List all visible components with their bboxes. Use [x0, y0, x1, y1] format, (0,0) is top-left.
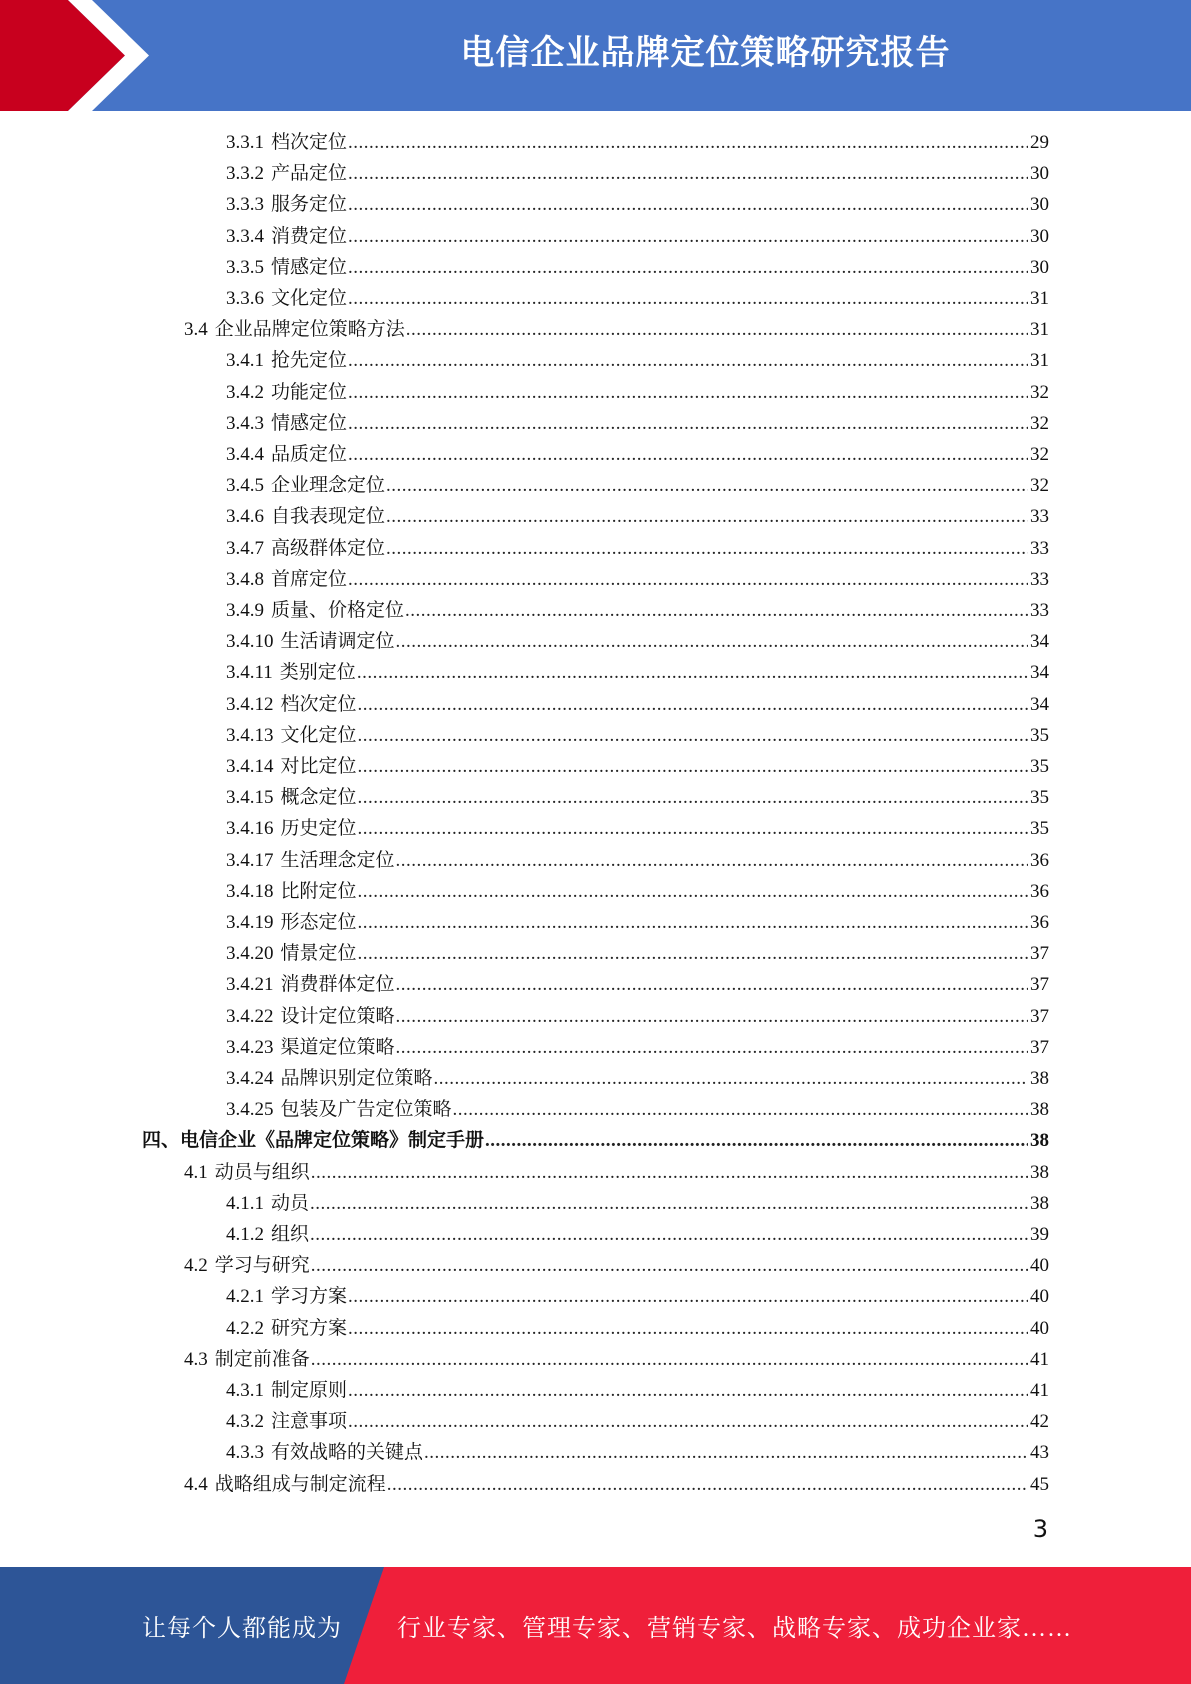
toc-entry[interactable] [226, 377, 1049, 408]
toc-entry[interactable] [226, 782, 1049, 813]
toc-entry-number: 4.3 [184, 1348, 208, 1370]
toc-entry-number: 3.4.20 [226, 943, 274, 965]
toc-entry-number: 3.4.19 [226, 912, 274, 933]
toc-entry-page: 32 [1030, 444, 1049, 465]
toc-entry-title: 企业品牌定位策略方法 [214, 319, 405, 341]
toc-dot-leader [358, 689, 1028, 720]
toc-entry-page: 31 [1030, 319, 1049, 341]
toc-entry-title: 电信企业《品牌定位策略》制定手册 [180, 1130, 485, 1152]
toc-dot-leader [348, 1313, 1028, 1344]
toc-entry[interactable] [226, 845, 1049, 876]
toc-entry-title: 战略组成与制定流程 [214, 1473, 386, 1495]
toc-entry-number: 4.1.1 [226, 1192, 264, 1214]
toc-entry-title: 消费群体定位 [280, 974, 395, 996]
toc-entry-title: 品质定位 [271, 444, 348, 465]
toc-entry-number: 3.4.21 [226, 974, 274, 996]
toc-dot-leader [358, 813, 1028, 844]
toc-dot-leader [358, 720, 1028, 751]
page-number: 3 [1032, 1515, 1048, 1543]
toc-entry-number: 3.4.11 [226, 662, 273, 684]
toc-entry-title: 有效战略的关键点 [271, 1442, 424, 1464]
toc-entry-title: 高级群体定位 [271, 537, 386, 559]
toc-entry-page: 30 [1030, 225, 1049, 247]
toc-entry-page: 30 [1030, 163, 1049, 185]
toc-entry[interactable] [226, 127, 1049, 158]
toc-dot-leader [396, 1001, 1028, 1032]
toc-entry[interactable] [226, 1032, 1049, 1063]
toc-entry-page: 40 [1030, 1317, 1049, 1339]
toc-entry[interactable] [226, 1375, 1049, 1406]
toc-entry-title: 渠道定位策略 [280, 1036, 395, 1058]
toc-entry[interactable] [184, 1157, 1049, 1188]
toc-entry-page: 34 [1030, 631, 1049, 653]
toc-entry-title: 注意事项 [271, 1411, 348, 1433]
toc-entry-number: 4.3.2 [226, 1411, 264, 1433]
toc-dot-leader [387, 1469, 1028, 1500]
toc-entry-page: 35 [1030, 724, 1049, 746]
toc-entry-title: 设计定位策略 [280, 1005, 395, 1027]
toc-entry[interactable] [226, 1094, 1049, 1125]
toc-entry[interactable] [226, 1281, 1049, 1312]
toc-dot-leader [348, 189, 1028, 220]
toc-entry[interactable] [226, 1219, 1049, 1250]
toc-entry[interactable] [226, 189, 1049, 220]
toc-entry-number: 3.4.8 [226, 568, 264, 590]
toc-entry-number: 3.4.14 [226, 756, 274, 777]
toc-entry-number: 4.3.1 [226, 1380, 264, 1401]
toc-dot-leader [386, 533, 1028, 564]
toc-entry[interactable] [226, 1406, 1049, 1437]
toc-entry-number: 3.4.4 [226, 444, 264, 465]
toc-entry-number: 4.2 [184, 1255, 208, 1277]
toc-entry-title: 质量、价格定位 [271, 600, 405, 621]
toc-dot-leader [348, 377, 1028, 408]
toc-entry-title: 产品定位 [271, 163, 348, 185]
toc-entry-page: 32 [1030, 412, 1049, 434]
toc-entry[interactable] [226, 345, 1049, 376]
toc-dot-leader [424, 1437, 1028, 1468]
toc-entry[interactable] [226, 252, 1049, 283]
toc-entry-page: 35 [1030, 818, 1049, 840]
toc-entry-page: 34 [1030, 693, 1049, 715]
toc-entry[interactable] [226, 501, 1049, 532]
toc-entry[interactable] [184, 314, 1049, 345]
toc-entry[interactable] [226, 564, 1049, 595]
toc-dot-leader [311, 1157, 1028, 1188]
toc-entry-page: 41 [1030, 1348, 1049, 1370]
toc-entry-page: 38 [1030, 1068, 1049, 1089]
toc-entry[interactable] [226, 1001, 1049, 1032]
toc-dot-leader [348, 345, 1028, 376]
toc-entry[interactable] [226, 657, 1049, 688]
toc-entry-title: 抢先定位 [271, 350, 348, 372]
toc-entry-title: 消费定位 [271, 225, 348, 247]
toc-entry-page: 30 [1030, 194, 1049, 216]
toc-entry[interactable] [226, 969, 1049, 1000]
toc-entry[interactable] [226, 221, 1049, 252]
footer-slogan-roles: 行业专家、管理专家、营销专家、战略专家、成功企业家…… [397, 1616, 1072, 1642]
toc-dot-leader [348, 252, 1028, 283]
toc-entry-title: 形态定位 [280, 912, 357, 933]
toc-entry-number: 3.4.3 [226, 412, 264, 434]
toc-entry-number: 3.4.18 [226, 880, 274, 902]
toc-entry-page: 37 [1030, 943, 1049, 965]
toc-entry-title: 包装及广告定位策略 [280, 1099, 452, 1121]
toc-entry-page: 41 [1030, 1380, 1049, 1401]
toc-entry-number: 3.4.22 [226, 1005, 274, 1027]
toc-entry[interactable] [226, 876, 1049, 907]
toc-entry[interactable] [226, 158, 1049, 189]
toc-entry-page: 36 [1030, 912, 1049, 933]
toc-entry[interactable] [226, 907, 1049, 938]
toc-dot-leader [453, 1094, 1028, 1125]
toc-entry-number: 3.3.1 [226, 132, 264, 153]
toc-entry-title: 文化定位 [280, 724, 357, 746]
toc-entry[interactable] [226, 813, 1049, 844]
toc-entry-title: 首席定位 [271, 568, 348, 590]
toc-entry-page: 35 [1030, 756, 1049, 777]
toc-entry[interactable] [226, 1313, 1049, 1344]
toc-dot-leader [348, 439, 1028, 470]
toc-entry-number: 3.4.6 [226, 506, 264, 528]
toc-dot-leader [396, 845, 1028, 876]
toc-entry[interactable] [226, 626, 1049, 657]
toc-entry-number: 3.3.2 [226, 163, 264, 185]
toc-entry[interactable] [184, 1250, 1049, 1281]
toc-dot-leader [386, 501, 1028, 532]
toc-entry-number: 4.1 [184, 1161, 208, 1183]
toc-entry-title: 历史定位 [280, 818, 357, 840]
toc-dot-leader [357, 657, 1028, 688]
toc-entry-title: 情景定位 [280, 943, 357, 965]
toc-entry-title: 类别定位 [279, 662, 356, 684]
toc-entry-page: 36 [1030, 849, 1049, 871]
toc-entry-title: 学习与研究 [214, 1255, 310, 1277]
toc-entry-page: 32 [1030, 475, 1049, 497]
toc-entry[interactable] [226, 720, 1049, 751]
toc-dot-leader [348, 408, 1028, 439]
toc-entry-page: 36 [1030, 880, 1049, 902]
toc-entry-number: 3.3.5 [226, 256, 264, 278]
toc-dot-leader [348, 158, 1028, 189]
toc-entry-number: 3.4.9 [226, 600, 264, 621]
toc-entry-title: 生活请调定位 [280, 631, 395, 653]
toc-entry-title: 企业理念定位 [271, 475, 386, 497]
toc-entry-page: 29 [1030, 132, 1049, 153]
toc-entry[interactable] [226, 533, 1049, 564]
footer-slogan-lead: 让每个人都能成为 [142, 1616, 342, 1642]
toc-entry-page: 38 [1030, 1192, 1049, 1214]
toc-dot-leader [358, 907, 1028, 938]
toc-entry-page: 33 [1030, 568, 1049, 590]
toc-entry-page: 38 [1030, 1161, 1049, 1183]
toc-dot-leader [348, 1281, 1028, 1312]
toc-dot-leader [405, 595, 1028, 626]
toc-entry-page: 35 [1030, 787, 1049, 809]
toc-entry[interactable] [226, 689, 1049, 720]
toc-dot-leader [358, 938, 1028, 969]
toc-entry[interactable] [226, 1063, 1049, 1094]
toc-entry-number: 3.4.24 [226, 1068, 274, 1089]
toc-entry[interactable] [142, 1125, 1049, 1156]
toc-dot-leader [348, 283, 1028, 314]
toc-entry-title: 生活理念定位 [280, 849, 395, 871]
toc-entry-title: 动员与组织 [214, 1161, 310, 1183]
toc-entry-page: 33 [1030, 537, 1049, 559]
toc-entry-page: 42 [1030, 1411, 1049, 1433]
toc-dot-leader [310, 1219, 1028, 1250]
page-footer [0, 1567, 1191, 1684]
toc-entry-title: 概念定位 [280, 787, 357, 809]
toc-entry-title: 档次定位 [280, 693, 357, 715]
toc-entry-page: 33 [1030, 600, 1049, 621]
toc-entry-page: 34 [1030, 662, 1049, 684]
toc-dot-leader [348, 1375, 1028, 1406]
toc-entry-number: 4.2.2 [226, 1317, 264, 1339]
toc-dot-leader [348, 564, 1028, 595]
toc-entry-number: 3.4.5 [226, 475, 264, 497]
toc-entry-number: 3.4.10 [226, 631, 274, 653]
toc-dot-leader [396, 969, 1028, 1000]
toc-entry[interactable] [226, 595, 1049, 626]
toc-entry-page: 43 [1030, 1442, 1049, 1464]
toc-entry-page: 37 [1030, 974, 1049, 996]
toc-entry-number: 3.4.13 [226, 724, 274, 746]
toc-entry-title: 功能定位 [271, 381, 348, 403]
toc-entry-number: 3.4.2 [226, 381, 264, 403]
toc-entry-title: 档次定位 [271, 132, 348, 153]
toc-entry-number: 4.4 [184, 1473, 208, 1495]
toc-entry-title: 研究方案 [271, 1317, 348, 1339]
toc-entry-title: 动员 [271, 1192, 310, 1214]
toc-entry-page: 37 [1030, 1005, 1049, 1027]
toc-entry-page: 37 [1030, 1036, 1049, 1058]
toc-entry-title: 对比定位 [280, 756, 357, 777]
toc-entry-page: 38 [1030, 1099, 1049, 1121]
toc-entry-number: 3.3.6 [226, 288, 264, 309]
toc-entry-page: 39 [1030, 1224, 1049, 1245]
toc-entry[interactable] [226, 439, 1049, 470]
toc-dot-leader [358, 876, 1028, 907]
toc-entry-number: 3.4 [184, 319, 208, 341]
toc-entry-page: 33 [1030, 506, 1049, 528]
toc-entry[interactable] [226, 470, 1049, 501]
toc-entry-title: 比附定位 [280, 880, 357, 902]
toc-entry-number: 3.4.17 [226, 849, 274, 871]
toc-dot-leader [311, 1344, 1028, 1375]
toc-entry-number: 3.3.4 [226, 225, 264, 247]
toc-entry-title: 情感定位 [271, 256, 348, 278]
toc-entry-number: 4.2.1 [226, 1286, 264, 1308]
toc-entry-number: 3.4.25 [226, 1099, 274, 1121]
toc-dot-leader [396, 1032, 1028, 1063]
toc-entry-number: 4.1.2 [226, 1224, 264, 1245]
toc-entry-page: 31 [1030, 288, 1049, 309]
toc-entry-title: 情感定位 [271, 412, 348, 434]
toc-entry-title: 学习方案 [271, 1286, 348, 1308]
toc-entry-number: 3.4.12 [226, 693, 274, 715]
toc-dot-leader [396, 626, 1028, 657]
toc-entry[interactable] [226, 1188, 1049, 1219]
toc-dot-leader [348, 221, 1028, 252]
toc-dot-leader [386, 470, 1028, 501]
toc-entry[interactable] [226, 938, 1049, 969]
toc-entry-number: 4.3.3 [226, 1442, 264, 1464]
toc-entry-number: 四、 [142, 1130, 181, 1152]
toc-entry-title: 组织 [271, 1224, 310, 1245]
toc-entry-page: 31 [1030, 350, 1049, 372]
toc-entry[interactable] [226, 283, 1049, 314]
toc-entry[interactable] [226, 408, 1049, 439]
toc-entry-title: 制定前准备 [214, 1348, 310, 1370]
toc-entry-number: 3.4.23 [226, 1036, 274, 1058]
toc-dot-leader [358, 782, 1028, 813]
page-header [0, 0, 1191, 111]
toc-dot-leader [311, 1250, 1028, 1281]
toc-entry-title: 品牌识别定位策略 [280, 1068, 433, 1089]
toc-entry-page: 32 [1030, 381, 1049, 403]
toc-entry-number: 3.3.3 [226, 194, 264, 216]
toc-entry[interactable] [226, 751, 1049, 782]
toc-dot-leader [348, 127, 1028, 158]
toc-entry-number: 3.4.15 [226, 787, 274, 809]
toc-entry-number: 3.4.7 [226, 537, 264, 559]
header-title: 电信企业品牌定位策略研究报告 [460, 33, 951, 73]
toc-entry-number: 3.4.1 [226, 350, 264, 372]
toc-dot-leader [348, 1406, 1028, 1437]
toc-dot-leader [310, 1188, 1028, 1219]
toc-entry-page: 38 [1030, 1130, 1049, 1152]
toc-dot-leader [406, 314, 1028, 345]
toc-entry-page: 45 [1030, 1473, 1049, 1495]
toc-entry-title: 文化定位 [271, 288, 348, 309]
toc-entry[interactable] [226, 1437, 1049, 1468]
toc-entry-title: 制定原则 [271, 1380, 348, 1401]
toc-entry[interactable] [184, 1469, 1049, 1500]
toc-dot-leader [358, 751, 1028, 782]
toc-dot-leader [434, 1063, 1028, 1094]
header-arrow-decoration [0, 0, 160, 111]
toc-entry[interactable] [184, 1344, 1049, 1375]
toc-dot-leader [485, 1125, 1028, 1156]
toc-entry-page: 30 [1030, 256, 1049, 278]
toc-entry-title: 服务定位 [271, 194, 348, 216]
toc-entry-title: 自我表现定位 [271, 506, 386, 528]
toc-entry-number: 3.4.16 [226, 818, 274, 840]
toc-entry-page: 40 [1030, 1255, 1049, 1277]
toc-entry-page: 40 [1030, 1286, 1049, 1308]
